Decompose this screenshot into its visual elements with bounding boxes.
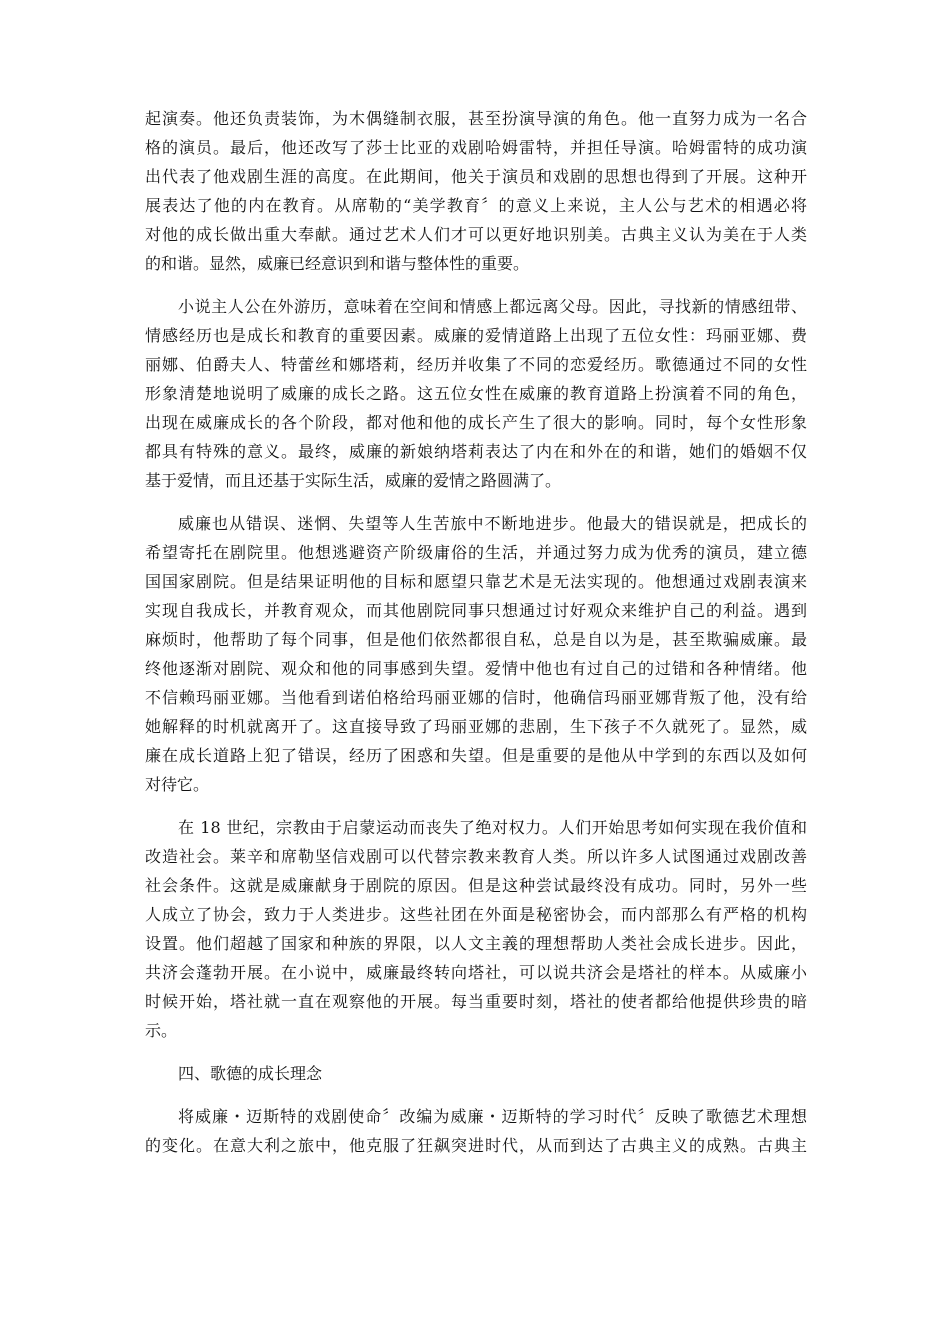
text-line: 共济会蓬勃开展。在小说中，威廉最终转向塔社，可以说共济会是塔社的样本。从威廉小	[145, 963, 807, 982]
text-line: 格的演员。最后，他还改写了莎士比亚的戏剧哈姆雷特，并担任导演。哈姆雷特的成功演	[145, 138, 807, 157]
text-line: 小说主人公在外游历，意味着在空间和情感上都远离父母。因此，寻找新的情感纽带、	[178, 297, 807, 316]
text-line: 丽娜、伯爵夫人、特蕾丝和娜塔莉，经历并收集了不同的恋爱经历。歌德通过不同的女性	[145, 355, 807, 374]
paragraph-3	[145, 509, 807, 799]
paragraph-1	[145, 104, 807, 278]
text-line: 起演奏。他还负责装饰，为木偶缝制衣服，甚至扮演导演的角色。他一直努力成为一名合	[145, 109, 807, 128]
section-heading: 四、歌德的成长理念	[178, 1064, 323, 1083]
text-line: 对他的成长做出重大奉献。通过艺术人们才可以更好地识别美。古典主义认为美在于人类	[145, 225, 807, 244]
text-line: 设置。他们超越了国家和种族的界限，以人文主義的理想帮助人类社会成长进步。因此，	[145, 934, 807, 953]
paragraph-4	[145, 813, 807, 1045]
text-line: 在 18 世纪，宗教由于启蒙运动而丧失了绝对权力。人们开始思考如何实现在我价值和	[178, 818, 807, 837]
text-line: 威廉也从错误、迷惘、失望等人生苦旅中不断地进步。他最大的错误就是，把成长的	[178, 514, 807, 533]
text-line: 终他逐渐对剧院、观众和他的同事感到失望。爱情中他也有过自己的过错和各种情绪。他	[145, 659, 807, 678]
text-line: 示。	[145, 1021, 178, 1040]
text-line: 的和谐。显然，威廉已经意识到和谐与整体性的重要。	[145, 254, 530, 273]
body-text	[145, 104, 807, 1174]
paragraph-5	[145, 1102, 807, 1160]
text-line: 都具有特殊的意义。最终，威廉的新娘纳塔莉表达了内在和外在的和谐，她们的婚姻不仅	[145, 442, 807, 461]
text-line: 出现在威廉成长的各个阶段，都对他和他的成长产生了很大的影响。同时，每个女性形象	[145, 413, 807, 432]
text-line: 情感经历也是成长和教育的重要因素。威廉的爱情道路上出现了五位女性：玛丽亚娜、费	[145, 326, 807, 345]
text-line: 廉在成长道路上犯了错误，经历了困惑和失望。但是重要的是他从中学到的东西以及如何	[145, 746, 807, 765]
text-line: 对待它。	[145, 775, 210, 794]
text-line: 基于爱情，而且还基于实际生活，威廉的爱情之路圆满了。	[145, 471, 562, 490]
text-line: 实现自我成长，并教育观众，而其他剧院同事只想通过讨好观众来维护自己的利益。遇到	[145, 601, 807, 620]
text-line: 希望寄托在剧院里。他想逃避资产阶级庸俗的生活，并通过努力成为优秀的演员，建立德	[145, 543, 807, 562]
text-line: 社会条件。这就是威廉献身于剧院的原因。但是这种尝试最终没有成功。同时，另外一些	[145, 876, 807, 895]
text-line: 改造社会。莱辛和席勒坚信戏剧可以代替宗教来教育人类。所以许多人试图通过戏剧改善	[145, 847, 807, 866]
text-line: 出代表了他戏剧生涯的高度。在此期间，他关于演员和戏剧的思想也得到了开展。这种开	[145, 167, 807, 186]
text-line: 人成立了协会，致力于人类进步。这些社团在外面是秘密协会，而内部那么有严格的机构	[145, 905, 807, 924]
text-line: 形象清楚地说明了威廉的成长之路。这五位女性在威廉的教育道路上扮演着不同的角色，	[145, 384, 807, 403]
text-line: 不信赖玛丽亚娜。当他看到诺伯格给玛丽亚娜的信时，他确信玛丽亚娜背叛了他，没有给	[145, 688, 807, 707]
text-line: 国国家剧院。但是结果证明他的目标和愿望只靠艺术是无法实现的。他想通过戏剧表演来	[145, 572, 807, 591]
text-line: 的变化。在意大利之旅中，他克服了狂飙突进时代，从而到达了古典主义的成熟。古典主	[145, 1136, 807, 1155]
text-line: 麻烦时，他帮助了每个同事，但是他们依然都很自私，总是自以为是，甚至欺骗威廉。最	[145, 630, 807, 649]
text-line: 时候开始，塔社就一直在观察他的开展。每当重要时刻，塔社的使者都给他提供珍贵的暗	[145, 992, 807, 1011]
paragraph-2	[145, 292, 807, 495]
text-line: 展表达了他的内在教育。从席勒的“美学教育〞的意义上来说，主人公与艺术的相遇必将	[145, 196, 807, 215]
text-line: 将威廉・迈斯特的戏剧使命〞改编为威廉・迈斯特的学习时代〞反映了歌德艺术理想	[178, 1107, 807, 1126]
text-line: 她解释的时机就离开了。这直接导致了玛丽亚娜的悲剧，生下孩子不久就死了。显然，威	[145, 717, 807, 736]
